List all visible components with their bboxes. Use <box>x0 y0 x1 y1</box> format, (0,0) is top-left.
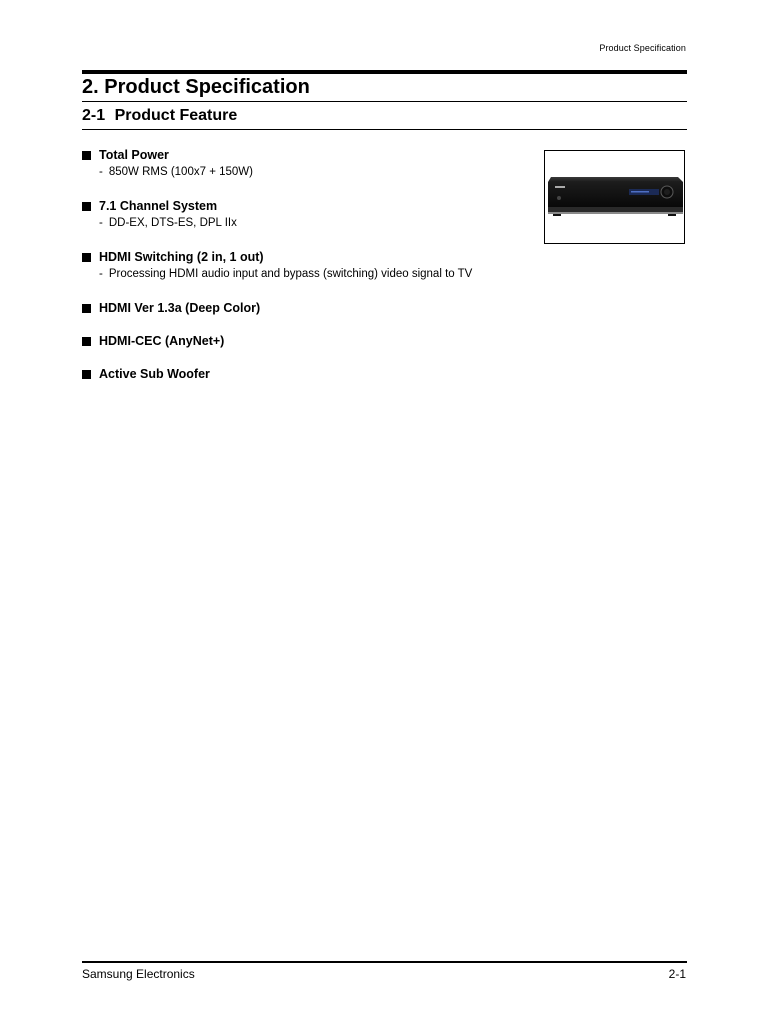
feature-title <box>82 365 532 383</box>
feature-detail-text: DD-EX, DTS-ES, DPL IIx <box>108 217 237 229</box>
detail-dash: - <box>99 268 103 280</box>
subsection-number: 2-1 <box>82 107 106 124</box>
running-header: Product Specification <box>599 43 686 53</box>
feature-title-text: Total Power <box>99 148 169 162</box>
feature-title-text: HDMI-CEC (AnyNet+) <box>99 334 225 348</box>
subsection-divider <box>82 129 687 130</box>
feature-title-text: 7.1 Channel System <box>99 199 218 213</box>
subsection-title <box>82 106 237 126</box>
feature-title-text: HDMI Ver 1.3a (Deep Color) <box>99 301 261 315</box>
feature-title <box>82 299 532 317</box>
footer-page-number: 2-1 <box>668 967 686 981</box>
av-receiver-illustration <box>545 151 684 243</box>
feature-title-text: HDMI Switching (2 in, 1 out) <box>99 250 264 264</box>
product-image <box>544 150 685 244</box>
bullet-square-icon <box>82 253 91 262</box>
detail-dash: - <box>99 166 103 178</box>
subsection-label: Product Feature <box>114 107 238 124</box>
footer-company: Samsung Electronics <box>82 967 195 981</box>
feature-list <box>82 146 532 398</box>
feature-item <box>82 299 532 332</box>
feature-detail <box>82 164 532 180</box>
section-title: 2. Product Specification <box>82 76 310 98</box>
feature-detail-text: Processing HDMI audio input and bypass (switching) video signal to TV <box>108 268 473 280</box>
feature-detail <box>82 215 532 231</box>
bullet-square-icon <box>82 370 91 379</box>
feature-item <box>82 146 532 197</box>
footer-rule <box>82 961 687 963</box>
feature-item <box>82 332 532 365</box>
feature-item <box>82 248 532 299</box>
feature-title <box>82 248 532 266</box>
feature-detail-text: 850W RMS (100x7 + 150W) <box>108 166 253 178</box>
feature-title <box>82 332 532 350</box>
bullet-square-icon <box>82 202 91 211</box>
bullet-square-icon <box>82 151 91 160</box>
feature-item <box>82 197 532 248</box>
feature-item <box>82 365 532 398</box>
section-top-rule <box>82 70 687 74</box>
feature-title <box>82 146 532 164</box>
feature-title <box>82 197 532 215</box>
section-divider <box>82 101 687 102</box>
detail-dash: - <box>99 217 103 229</box>
feature-detail <box>82 266 532 282</box>
bullet-square-icon <box>82 337 91 346</box>
feature-title-text: Active Sub Woofer <box>99 367 210 381</box>
bullet-square-icon <box>82 304 91 313</box>
